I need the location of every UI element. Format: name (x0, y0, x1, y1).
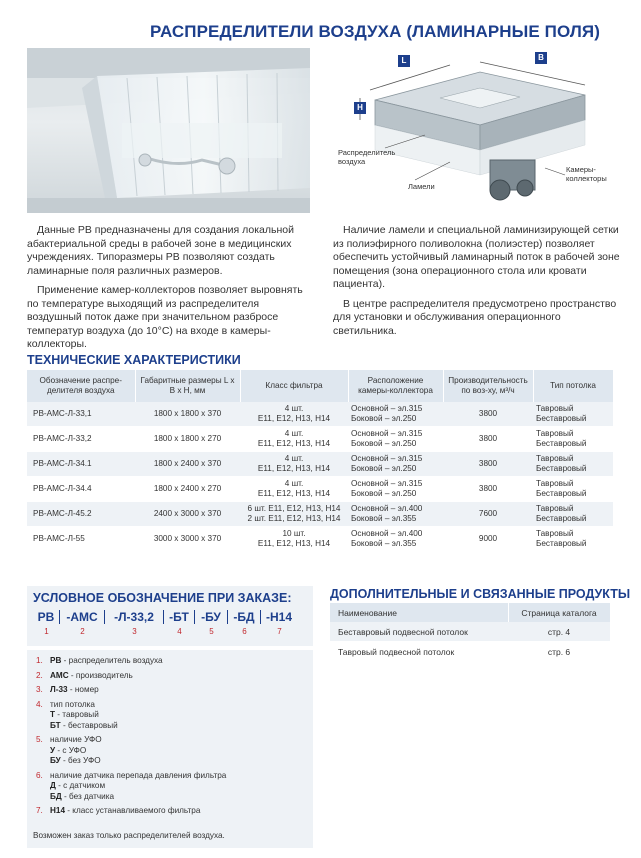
cell-name: РВ-АМС-Л-33,1 (27, 402, 135, 427)
cell-name: РВ-АМС-Л-45.2 (27, 502, 135, 527)
table-row (27, 477, 613, 502)
table-row (330, 642, 610, 662)
cell-flow: 9000 (443, 527, 533, 552)
code-num-1: 1 (44, 627, 49, 636)
code-seg-5: -БУ (195, 610, 228, 624)
legend-item: 2. АМС - производитель (36, 670, 133, 680)
intro-left-p2: Применение камер-коллекторов позволяет выровнять по температуре выходящий из распределителя воздушный поток даже при значительном разбросе температур воздуха (до 10°С) на входе в камеры-коллекторы. (27, 284, 303, 350)
cell-flow: 7600 (443, 502, 533, 527)
code-seg-2: -АМС (60, 610, 105, 624)
products-table (330, 603, 611, 662)
cell-ceiling: Тавровый Беставровый (533, 452, 613, 477)
cell-flow: 3800 (443, 477, 533, 502)
code-num-3: 3 (132, 627, 137, 636)
code-num-7: 7 (277, 627, 282, 636)
label-distributor: Распределитель воздуха (338, 148, 396, 166)
legend-item: 3. Л-33 - номер (36, 685, 99, 694)
specs-col-size: Габаритные размеры L x B x H, мм (135, 370, 240, 402)
cell-filter: 4 шт. Е11, Е12, Н13, Н14 (240, 477, 348, 502)
product-page: стр. 6 (508, 642, 610, 662)
code-seg-4: -БТ (164, 610, 195, 624)
cell-name: РВ-АМС-Л-34.1 (27, 452, 135, 477)
order-note: Возможен заказ только распределителей воздуха. (33, 831, 225, 840)
code-seg-6: -БД (228, 610, 261, 624)
cell-location: Основной – эл.400 Боковой – эл.355 (348, 502, 443, 527)
specs-col-ceiling: Тип потолка (533, 370, 613, 402)
cell-name: РВ-АМС-Л-33,2 (27, 427, 135, 452)
cell-ceiling: Тавровый Беставровый (533, 402, 613, 427)
intro-left-p1: Данные РВ предназначены для создания локальной абактериальной среды в рабочей зоне в медицинских учреждениях. Типоразмеры РВ позволяют создать ламинарные поля различных размеров. (27, 224, 294, 277)
intro-right (333, 224, 620, 344)
dim-b-label: B (538, 53, 544, 62)
table-row (27, 502, 613, 527)
specs-col-location: Расположение камеры-коллектора (348, 370, 443, 402)
products-heading: ДОПОЛНИТЕЛЬНЫЕ И СВЯЗАННЫЕ ПРОДУКТЫ (330, 587, 631, 601)
legend-item: 6. наличие датчика перепада давления фильтра Д - с датчиком БД - без датчика (36, 770, 227, 801)
dim-h-label: H (357, 103, 363, 112)
cell-name: РВ-АМС-Л-34.4 (27, 477, 135, 502)
table-row (27, 402, 613, 427)
cell-size: 1800 x 2400 x 370 (135, 452, 240, 477)
code-num-6: 6 (242, 627, 247, 636)
cell-location: Основной – эл.315 Боковой – эл.250 (348, 402, 443, 427)
specs-table-wrap (27, 370, 614, 552)
table-row (27, 427, 613, 452)
cell-flow: 3800 (443, 427, 533, 452)
cell-ceiling: Тавровый Беставровый (533, 527, 613, 552)
cell-filter: 4 шт. Е11, Е12, Н13, Н14 (240, 452, 348, 477)
cell-size: 3000 x 3000 x 370 (135, 527, 240, 552)
table-row (27, 527, 613, 552)
cell-filter: 6 шт. Е11, Е12, Н13, Н14 2 шт. Е11, Е12, Н13, Н14 (240, 502, 348, 527)
code-num-2: 2 (80, 627, 85, 636)
cell-ceiling: Тавровый Беставровый (533, 477, 613, 502)
intro-right-p1: Наличие ламели и специальной ламинизирующей сетки из полиэфирного поливолокна (полиэстер) позволяет обеспечить устойчивый ламинарный поток в рабочей зоне помещения (зона операционного стола или кровати пациента). (333, 224, 620, 290)
cell-location: Основной – эл.315 Боковой – эл.250 (348, 477, 443, 502)
cell-location: Основной – эл.400 Боковой – эл.355 (348, 527, 443, 552)
specs-col-filter: Класс фильтра (240, 370, 348, 402)
cell-flow: 3800 (443, 452, 533, 477)
label-lamels: Ламели (408, 182, 435, 191)
order-code (33, 610, 297, 624)
products-col-page: Страница каталога (508, 603, 610, 622)
legend-item: 7. Н14 - класс устанавливаемого фильтра (36, 806, 201, 815)
operating-room-photo (27, 48, 310, 213)
products-col-name: Наименование (330, 603, 508, 622)
legend-item: 5. наличие УФО У - с УФО БУ - без УФО (36, 735, 102, 765)
cell-size: 1800 x 1800 x 370 (135, 402, 240, 427)
product-name: Беставровый подвесной потолок (330, 622, 508, 642)
legend-item: 1. РВ - распределитель воздуха (36, 656, 163, 665)
table-row (330, 622, 610, 642)
products-table-wrap (330, 603, 611, 662)
cell-size: 1800 x 2400 x 270 (135, 477, 240, 502)
label-chambers: Камеры-коллекторы (566, 165, 607, 183)
product-page: стр. 4 (508, 622, 610, 642)
dim-l-label: L (401, 56, 407, 65)
specs-table (27, 370, 614, 552)
legend-item: 4. тип потолка Т - тавровый БТ - беставровый (36, 699, 118, 730)
cell-filter: 4 шт. Е11, Е12, Н13, Н14 (240, 402, 348, 427)
distributor-diagram (330, 50, 630, 215)
cell-filter: 10 шт. Е11, Е12, Н13, Н14 (240, 527, 348, 552)
cell-size: 2400 x 3000 x 370 (135, 502, 240, 527)
cell-flow: 3800 (443, 402, 533, 427)
code-num-4: 4 (177, 627, 182, 636)
code-seg-1: РВ (33, 610, 60, 624)
cell-location: Основной – эл.315 Боковой – эл.250 (348, 452, 443, 477)
specs-col-flow: Производительность по воз-ху, м³/ч (443, 370, 533, 402)
code-seg-7: -Н14 (265, 610, 292, 624)
table-row (27, 452, 613, 477)
cell-ceiling: Тавровый Беставровый (533, 427, 613, 452)
specs-col-name: Обозначение распре-делителя воздуха (27, 370, 135, 402)
order-heading: УСЛОВНОЕ ОБОЗНАЧЕНИЕ ПРИ ЗАКАЗЕ: (33, 591, 292, 605)
order-legend (36, 656, 306, 821)
cell-name: РВ-АМС-Л-55 (27, 527, 135, 552)
order-numbers (33, 627, 298, 636)
code-seg-3: -Л-33,2 (105, 610, 164, 624)
intro-left (27, 224, 312, 358)
product-name: Тавровый подвесной потолок (330, 642, 508, 662)
specs-heading: ТЕХНИЧЕСКИЕ ХАРАКТЕРИСТИКИ (27, 353, 241, 367)
cell-ceiling: Тавровый Беставровый (533, 502, 613, 527)
intro-right-p2: В центре распределителя предусмотрено пространство для установки и обслуживания операционного светильника. (333, 297, 617, 337)
code-num-5: 5 (209, 627, 214, 636)
cell-size: 1800 x 1800 x 270 (135, 427, 240, 452)
cell-location: Основной – эл.315 Боковой – эл.250 (348, 427, 443, 452)
page-title: РАСПРЕДЕЛИТЕЛИ ВОЗДУХА (ЛАМИНАРНЫЕ ПОЛЯ) (150, 22, 600, 41)
cell-filter: 4 шт. Е11, Е12, Н13, Н14 (240, 427, 348, 452)
